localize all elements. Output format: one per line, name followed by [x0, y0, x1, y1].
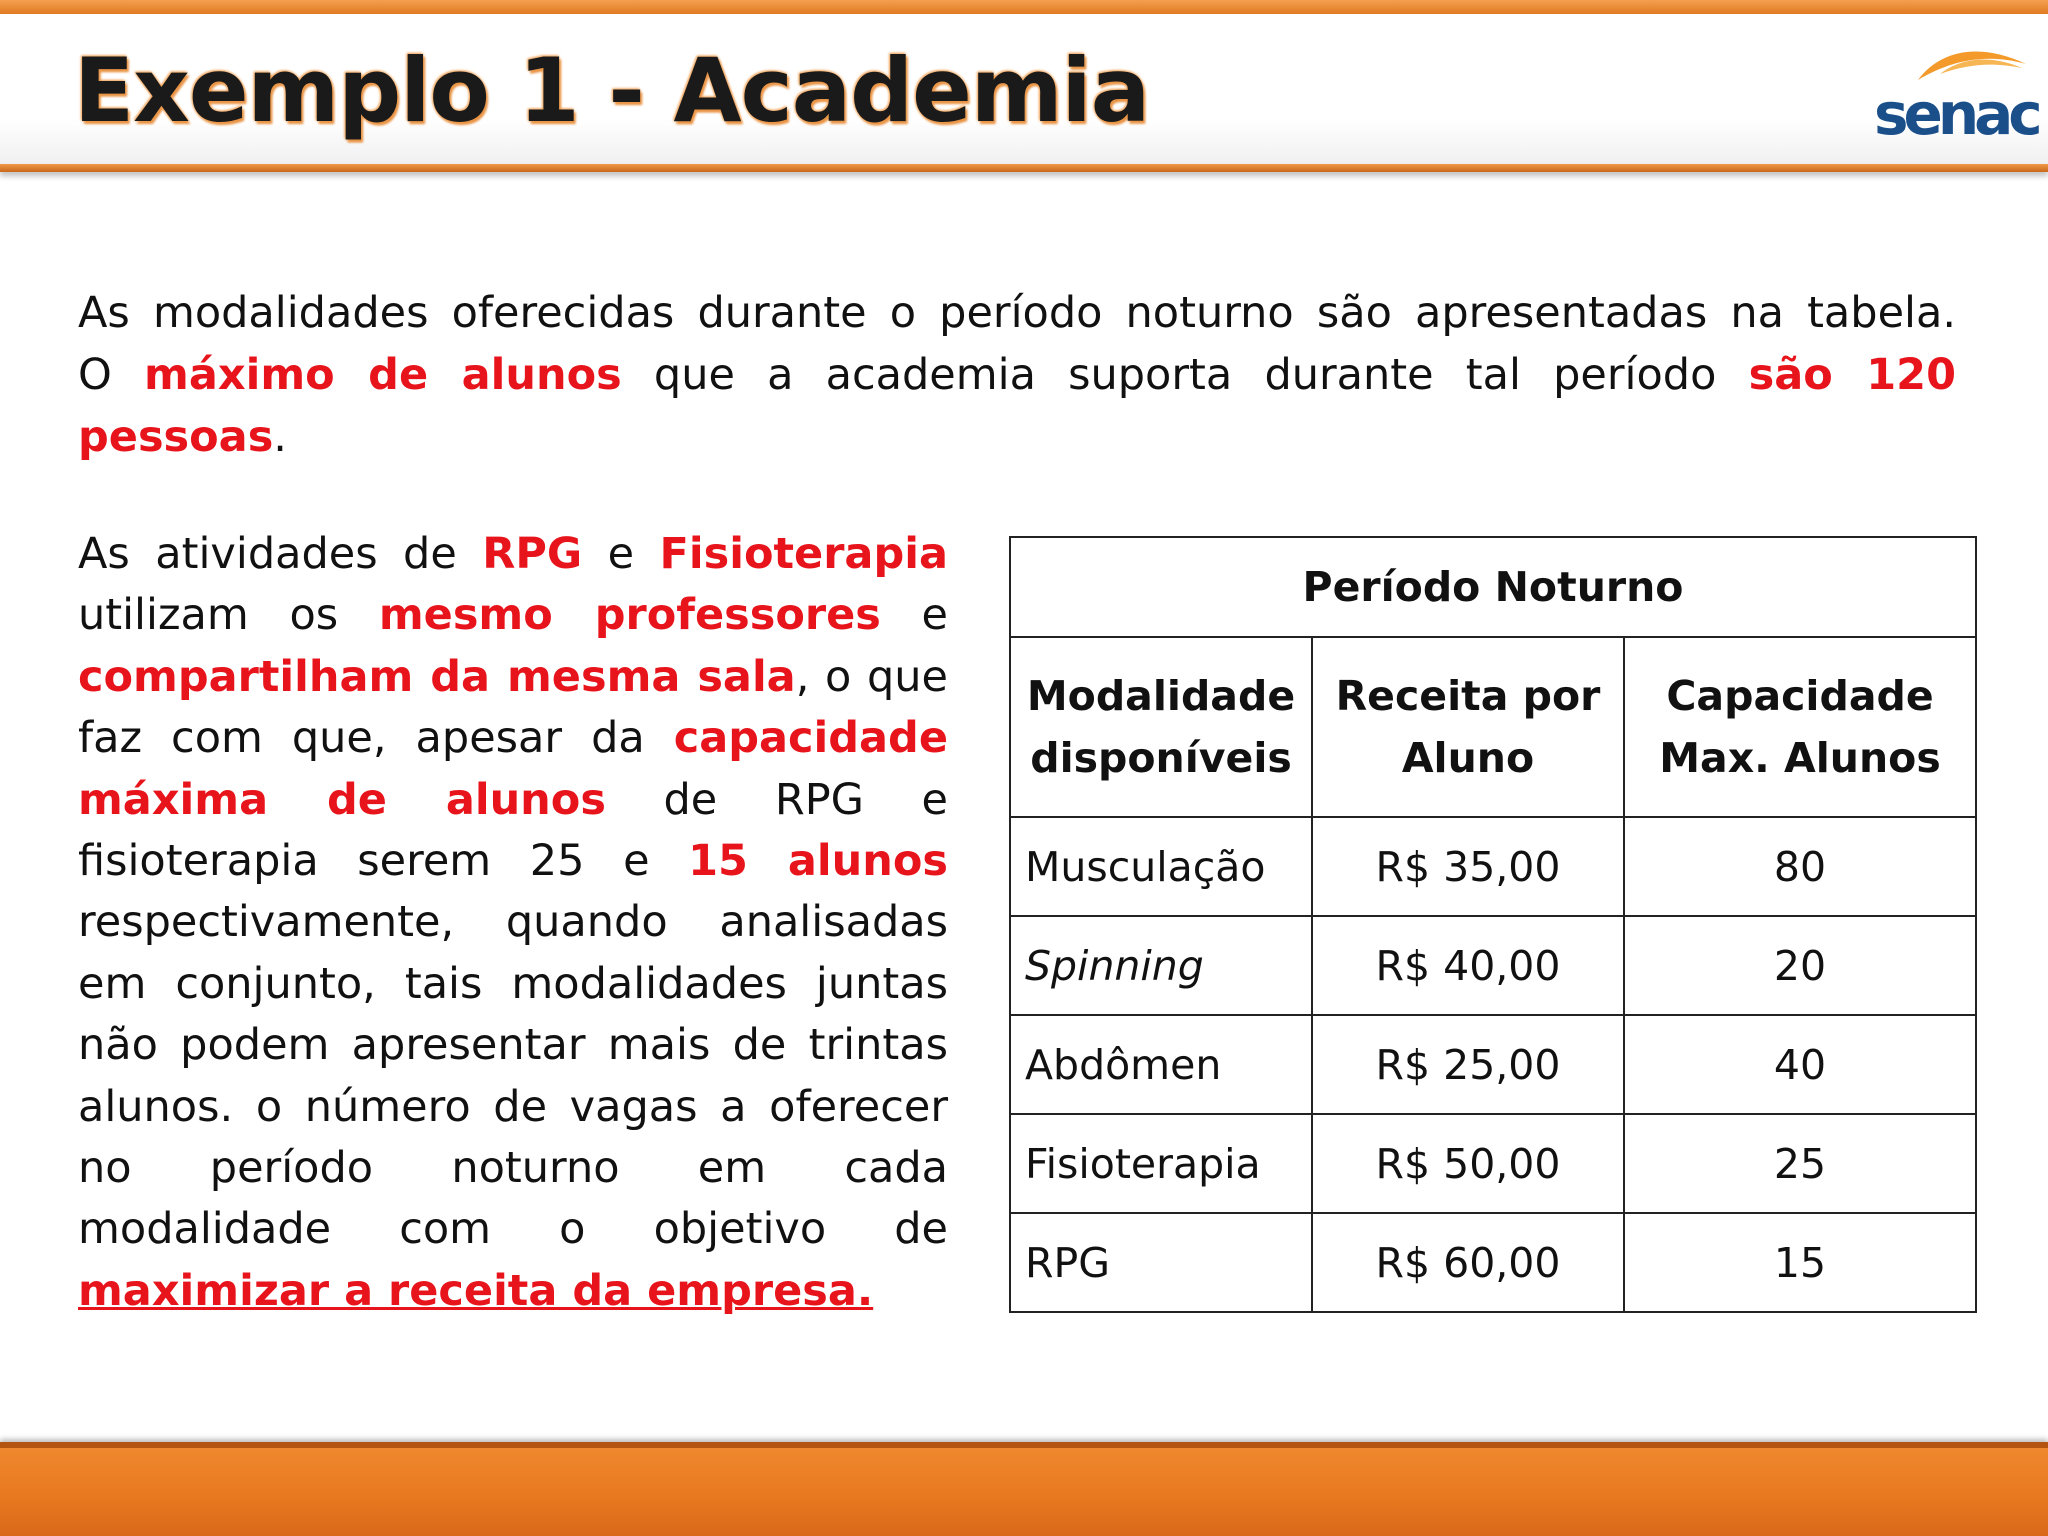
- header-capacidade: [1624, 637, 1976, 817]
- body-text: utilizam os: [78, 590, 379, 641]
- body-highlight: mesmo professores: [378, 590, 881, 641]
- senac-logo: [1870, 40, 2040, 150]
- header-modalidade: [1010, 637, 1312, 817]
- top-accent-strip: [0, 0, 2048, 14]
- body-highlight: capacidade máxima de alunos: [78, 713, 948, 825]
- cell-modalidade: Musculação: [1010, 817, 1312, 916]
- cell-modalidade: Spinning: [1010, 916, 1312, 1015]
- description-paragraph: [78, 524, 948, 1322]
- intro-text: que a academia suporta durante tal período: [621, 350, 1749, 400]
- cell-receita: R$ 60,00: [1312, 1213, 1624, 1312]
- body-highlight-underlined: maximizar a receita da empresa.: [78, 1265, 874, 1316]
- cell-capacidade: 40: [1624, 1015, 1976, 1114]
- header-line: disponíveis: [1030, 734, 1292, 782]
- cell-receita: R$ 25,00: [1312, 1015, 1624, 1114]
- header-line: Modalidade: [1026, 672, 1296, 720]
- cell-modalidade: Abdômen: [1010, 1015, 1312, 1114]
- body-text: As atividades de: [78, 529, 483, 579]
- cell-capacidade: 80: [1624, 817, 1976, 916]
- cell-capacidade: 25: [1624, 1114, 1976, 1213]
- body-text: e: [582, 529, 660, 579]
- cell-modalidade: Fisioterapia: [1010, 1114, 1312, 1213]
- table-caption-row: [1010, 537, 1976, 637]
- intro-paragraph: [78, 282, 1956, 468]
- header-line: Max. Alunos: [1659, 734, 1941, 782]
- table-row: [1010, 1015, 1976, 1114]
- header-line: Capacidade: [1666, 672, 1934, 720]
- intro-text: .: [273, 412, 287, 462]
- intro-highlight: são 120 pessoas: [78, 350, 1956, 462]
- header-receita: [1312, 637, 1624, 817]
- table-header-row: [1010, 637, 1976, 817]
- table-row: [1010, 1213, 1976, 1312]
- body-text: respectivamente, quando analisadas em conjunto, tais modalidades juntas não podem apresentar mais de trintas alunos. o número de vagas a oferecer no período noturno em cada modalidade com o objetivo de: [78, 897, 948, 1255]
- header-divider: [0, 164, 2048, 172]
- body-highlight: RPG: [482, 529, 583, 579]
- cell-receita: R$ 35,00: [1312, 817, 1624, 916]
- footer-band: [0, 1442, 2048, 1536]
- cell-receita: R$ 40,00: [1312, 916, 1624, 1015]
- table-row: [1010, 817, 1976, 916]
- cell-capacidade: 15: [1624, 1213, 1976, 1312]
- body-text: , o que faz com que, apesar da: [78, 651, 948, 764]
- cell-receita: R$ 50,00: [1312, 1114, 1624, 1213]
- cell-modalidade: RPG: [1010, 1213, 1312, 1312]
- body-highlight: Fisioterapia: [659, 529, 948, 579]
- intro-highlight: máximo de alunos: [144, 350, 622, 400]
- cell-capacidade: 20: [1624, 916, 1976, 1015]
- intro-text: As modalidades oferecidas durante o período noturno são apresentadas na tabela. O: [78, 288, 1956, 400]
- body-highlight: 15 alunos: [688, 836, 948, 887]
- header-line: Receita por: [1335, 672, 1601, 720]
- body-text: de RPG e fisioterapia serem 25 e: [78, 774, 948, 887]
- header-line: Aluno: [1401, 734, 1535, 782]
- periodo-noturno-table: [1009, 536, 1977, 1313]
- table-row: [1010, 1114, 1976, 1213]
- body-text: e: [880, 590, 949, 641]
- table-row: [1010, 916, 1976, 1015]
- body-highlight: compartilham da mesma sala: [78, 651, 796, 702]
- logo-wordmark: senac: [1874, 80, 2038, 148]
- table-caption: Período Noturno: [1010, 537, 1976, 637]
- slide-title: Exemplo 1 - Academia: [74, 39, 1150, 142]
